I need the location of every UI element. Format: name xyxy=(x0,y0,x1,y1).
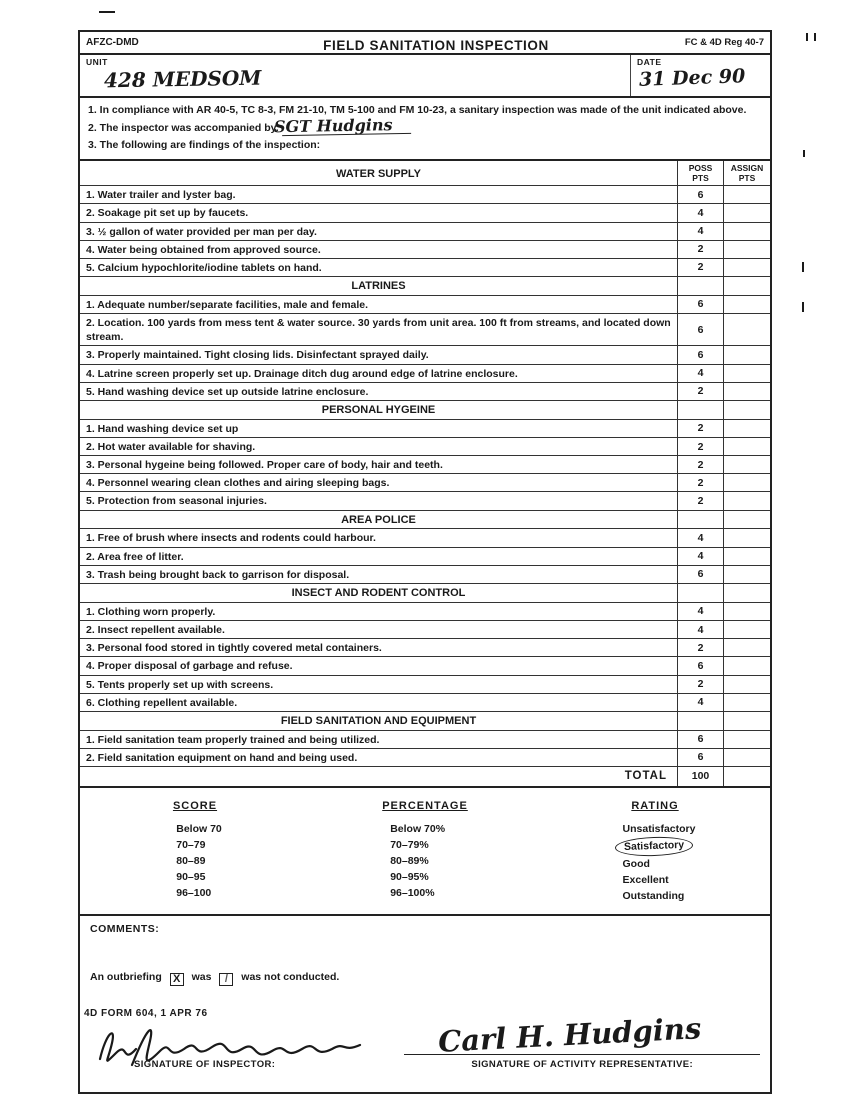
unit-date-row xyxy=(80,55,770,98)
table-row xyxy=(80,547,770,565)
representative-signature: Carl H. Hudgins xyxy=(437,1010,703,1059)
section-header-row xyxy=(80,583,770,602)
section-header-row xyxy=(80,510,770,529)
poss-points: 2 xyxy=(678,639,724,656)
poss-points: 2 xyxy=(678,420,724,437)
item-text: 5. Tents properly set up with screens. xyxy=(80,676,678,693)
intro-block xyxy=(80,98,770,159)
assign-points xyxy=(724,474,770,491)
assign-points xyxy=(724,314,770,345)
form-number: 4D FORM 604, 1 APR 76 xyxy=(84,1008,208,1019)
assign-points xyxy=(724,241,770,258)
rating-column-header: PERCENTAGE xyxy=(382,799,468,812)
scan-artifact xyxy=(99,11,115,13)
table-row xyxy=(80,419,770,437)
poss-cell xyxy=(678,712,724,730)
item-text: 1. Free of brush where insects and rodents could harbour. xyxy=(80,529,678,546)
poss-points: 4 xyxy=(678,548,724,565)
poss-points: 6 xyxy=(678,731,724,748)
rating-value: 80–89% xyxy=(390,854,429,867)
total-row xyxy=(80,766,770,786)
item-text: 6. Clothing repellent available. xyxy=(80,694,678,711)
rating-value: 70–79 xyxy=(176,838,206,851)
assign-points xyxy=(724,259,770,276)
item-text: 1. Adequate number/separate facilities, male and female. xyxy=(80,296,678,313)
unit-cell xyxy=(80,55,630,96)
item-text: 3. Personal food stored in tightly covered metal containers. xyxy=(80,639,678,656)
date-label: DATE xyxy=(637,57,662,67)
was-not-checkbox: / xyxy=(219,973,233,986)
scan-artifact xyxy=(803,150,805,157)
intro-line-3: 3. The following are findings of the inspection: xyxy=(88,138,321,151)
assign-cell xyxy=(724,712,770,730)
was-checkbox: X xyxy=(170,973,184,986)
rating-column-percentage xyxy=(310,800,540,904)
scan-artifact xyxy=(802,262,804,272)
table-row xyxy=(80,693,770,711)
table-row xyxy=(80,222,770,240)
rating-table xyxy=(80,786,770,914)
item-text: 3. Trash being brought back to garrison for disposal. xyxy=(80,566,678,583)
was-label: was xyxy=(191,970,212,983)
section-header-row xyxy=(80,711,770,730)
inspector-signature-label: SIGNATURE OF INSPECTOR: xyxy=(134,1058,276,1070)
rating-value: Below 70 xyxy=(176,822,222,835)
poss-points: 6 xyxy=(678,314,724,345)
assign-pts-header: ASSIGN PTS xyxy=(730,162,764,183)
poss-cell xyxy=(678,584,724,602)
rating-value xyxy=(615,837,696,856)
outbriefing-line xyxy=(90,971,760,986)
table-row xyxy=(80,455,770,473)
scan-artifact xyxy=(806,33,808,41)
office-symbol: AFZC-DMD xyxy=(86,37,139,48)
assign-cell xyxy=(724,401,770,419)
section-title: WATER SUPPLY xyxy=(80,161,678,185)
intro-line-1: 1. In compliance with AR 40-5, TC 8-3, FM 21-10, TM 5-100 and FM 10-23, a sanitary inspection was made of the unit indicated above. xyxy=(88,104,747,116)
assign-points xyxy=(724,346,770,363)
regulation-reference: FC & 4D Reg 40-7 xyxy=(684,37,764,48)
assign-points xyxy=(724,420,770,437)
poss-points: 6 xyxy=(678,296,724,313)
rating-column-score xyxy=(80,800,310,904)
rating-value: Below 70% xyxy=(390,822,446,835)
item-text: 5. Hand washing device set up outside latrine enclosure. xyxy=(80,383,678,400)
table-row xyxy=(80,730,770,748)
table-row xyxy=(80,491,770,509)
poss-points: 2 xyxy=(678,676,724,693)
table-row xyxy=(80,675,770,693)
section-title: LATRINES xyxy=(80,277,678,295)
rating-value: 80–89 xyxy=(176,854,206,867)
rating-column-header: RATING xyxy=(631,799,679,812)
section-title: AREA POLICE xyxy=(80,511,678,529)
scan-artifact xyxy=(802,302,804,312)
assign-points xyxy=(724,365,770,382)
poss-points: 4 xyxy=(678,365,724,382)
rating-value: Unsatisfactory xyxy=(622,822,696,835)
table-row xyxy=(80,345,770,363)
poss-points: 4 xyxy=(678,204,724,221)
assign-points xyxy=(724,529,770,546)
assign-points xyxy=(724,639,770,656)
inspector-signature-block xyxy=(88,1019,390,1070)
poss-cell xyxy=(678,511,724,529)
item-text: 2. Field sanitation equipment on hand and being used. xyxy=(80,749,678,766)
poss-cell xyxy=(678,401,724,419)
outbriefing-prefix: An outbriefing xyxy=(90,970,162,983)
item-text: 4. Water being obtained from approved source. xyxy=(80,241,678,258)
table-row xyxy=(80,565,770,583)
poss-points: 6 xyxy=(678,749,724,766)
item-text: 1. Hand washing device set up xyxy=(80,420,678,437)
total-poss-points: 100 xyxy=(678,767,724,786)
table-row xyxy=(80,364,770,382)
assign-points xyxy=(724,603,770,620)
table-row xyxy=(80,473,770,491)
item-text: 2. Insect repellent available. xyxy=(80,621,678,638)
unit-label: UNIT xyxy=(86,57,108,67)
table-row xyxy=(80,748,770,766)
table-row xyxy=(80,528,770,546)
table-row xyxy=(80,656,770,674)
rating-column-inner xyxy=(382,800,468,901)
poss-points: 4 xyxy=(678,621,724,638)
rating-value: Outstanding xyxy=(622,889,685,902)
table-row xyxy=(80,240,770,258)
item-text: 4. Personnel wearing clean clothes and airing sleeping bags. xyxy=(80,474,678,491)
representative-signature-label: SIGNATURE OF ACTIVITY REPRESENTATIVE: xyxy=(404,1054,760,1070)
table-row xyxy=(80,203,770,221)
poss-points: 4 xyxy=(678,603,724,620)
table-row xyxy=(80,602,770,620)
poss-points: 6 xyxy=(678,186,724,203)
assign-cell xyxy=(724,511,770,529)
item-text: 4. Latrine screen properly set up. Drainage ditch dug around edge of latrine enclosure. xyxy=(80,365,678,382)
section-header-row xyxy=(80,400,770,419)
table-row xyxy=(80,620,770,638)
form-title: FIELD SANITATION INSPECTION xyxy=(323,38,549,53)
total-label: TOTAL xyxy=(80,767,678,786)
section-title: FIELD SANITATION AND EQUIPMENT xyxy=(80,712,678,730)
assign-points xyxy=(724,383,770,400)
poss-points: 2 xyxy=(678,492,724,509)
comments-section xyxy=(80,914,770,1092)
poss-points: 6 xyxy=(678,566,724,583)
assign-points xyxy=(724,438,770,455)
table-row xyxy=(80,185,770,203)
poss-points: 2 xyxy=(678,438,724,455)
intro-line-2-text: 2. The inspector was accompanied by. xyxy=(88,122,279,135)
rating-value: 90–95% xyxy=(390,870,429,883)
circled-rating: Satisfactory xyxy=(614,835,693,857)
date-value-handwritten: 31 Dec 90 xyxy=(638,65,746,91)
item-text: 3. ½ gallon of water provided per man per day. xyxy=(80,223,678,240)
poss-pts-header: POSS PTS xyxy=(678,161,724,185)
assign-points xyxy=(724,548,770,565)
assign-points xyxy=(724,749,770,766)
section-header-row xyxy=(80,276,770,295)
item-text: 1. Field sanitation team properly trained and being utilized. xyxy=(80,731,678,748)
assign-cell xyxy=(724,277,770,295)
rating-value: 70–79% xyxy=(390,838,429,851)
intro-line-2 xyxy=(88,115,762,137)
assign-points xyxy=(724,657,770,674)
item-text: 2. Location. 100 yards from mess tent & water source. 30 yards from unit area. 100 ft from streams, and located down stream. xyxy=(80,314,678,345)
item-text: 3. Properly maintained. Tight closing lids. Disinfectant sprayed daily. xyxy=(80,346,678,363)
assign-points xyxy=(724,621,770,638)
rating-value: Good xyxy=(622,857,650,870)
item-text: 5. Protection from seasonal injuries. xyxy=(80,492,678,509)
table-row xyxy=(80,382,770,400)
item-text: 2. Hot water available for shaving. xyxy=(80,438,678,455)
representative-signature-block xyxy=(390,1010,760,1070)
poss-points: 2 xyxy=(678,474,724,491)
inspector-name-handwritten: SGT Hudgins xyxy=(281,117,410,136)
poss-points: 4 xyxy=(678,223,724,240)
assign-points xyxy=(724,223,770,240)
table-row xyxy=(80,295,770,313)
item-text: 4. Proper disposal of garbage and refuse. xyxy=(80,657,678,674)
poss-cell xyxy=(678,277,724,295)
item-text: 1. Clothing worn properly. xyxy=(80,603,678,620)
total-assign-points xyxy=(724,767,770,786)
date-cell xyxy=(630,55,770,96)
table-row xyxy=(80,258,770,276)
item-text: 3. Personal hygeine being followed. Proper care of body, hair and teeth. xyxy=(80,456,678,473)
inspection-table xyxy=(80,159,770,786)
assign-points xyxy=(724,204,770,221)
poss-points: 4 xyxy=(678,529,724,546)
rating-value: Excellent xyxy=(622,873,669,886)
table-rows xyxy=(80,185,770,766)
field-sanitation-form xyxy=(78,30,772,1094)
table-row xyxy=(80,437,770,455)
assign-points xyxy=(724,456,770,473)
poss-points: 6 xyxy=(678,346,724,363)
assign-points xyxy=(724,676,770,693)
rating-column-inner xyxy=(615,800,696,904)
rating-value: 96–100% xyxy=(390,886,435,899)
item-text: 1. Water trailer and lyster bag. xyxy=(80,186,678,203)
assign-points xyxy=(724,296,770,313)
section-title: PERSONAL HYGEINE xyxy=(80,401,678,419)
rating-column-header: SCORE xyxy=(172,799,218,812)
rating-value: 96–100 xyxy=(176,886,212,899)
assign-points xyxy=(724,731,770,748)
poss-points: 2 xyxy=(678,259,724,276)
assign-points xyxy=(724,186,770,203)
poss-points: 6 xyxy=(678,657,724,674)
item-text: 2. Area free of litter. xyxy=(80,548,678,565)
was-not-label: was not conducted. xyxy=(241,970,340,983)
poss-points: 4 xyxy=(678,694,724,711)
assign-points xyxy=(724,694,770,711)
assign-points xyxy=(724,492,770,509)
assign-points xyxy=(724,566,770,583)
comments-label: COMMENTS: xyxy=(90,922,160,935)
assign-cell xyxy=(724,584,770,602)
unit-value-handwritten: 428 MEDSOM xyxy=(103,65,262,93)
scan-artifact xyxy=(814,33,816,41)
rating-column-rating xyxy=(540,800,770,904)
rating-value: 90–95 xyxy=(176,870,206,883)
section-title: INSECT AND RODENT CONTROL xyxy=(80,584,678,602)
table-row xyxy=(80,638,770,656)
item-text: 5. Calcium hypochlorite/iodine tablets on hand. xyxy=(80,259,678,276)
poss-points: 2 xyxy=(678,456,724,473)
poss-points: 2 xyxy=(678,383,724,400)
poss-points: 2 xyxy=(678,241,724,258)
item-text: 2. Soakage pit set up by faucets. xyxy=(80,204,678,221)
table-header-row xyxy=(80,159,770,185)
table-row xyxy=(80,313,770,345)
rating-column-inner xyxy=(168,800,222,901)
form-header xyxy=(80,32,770,55)
